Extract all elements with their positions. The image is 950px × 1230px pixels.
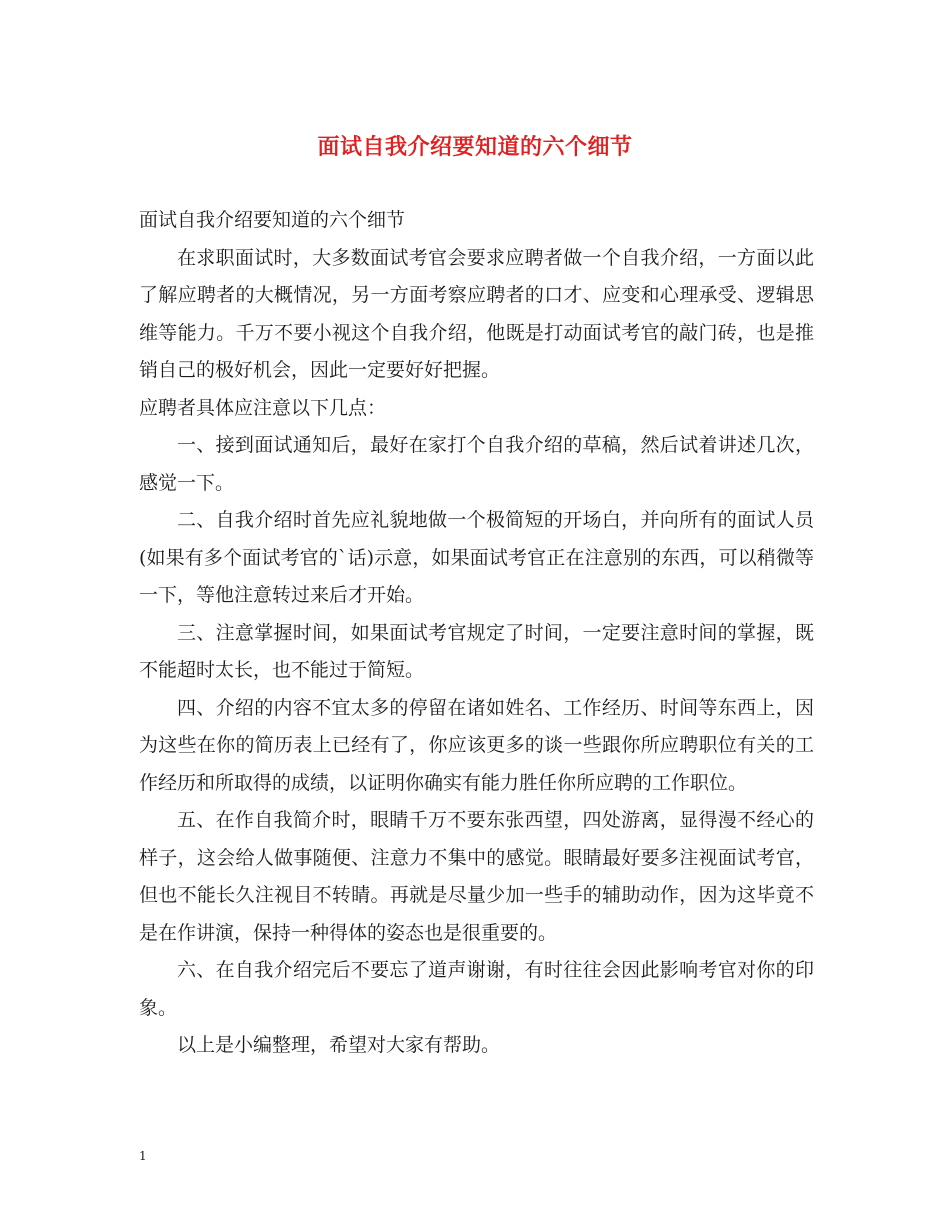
paragraph-intro: 在求职面试时，大多数面试考官会要求应聘者做一个自我介绍，一方面以此了解应聘者的大概情况，另一方面考察应聘者的口才、应变和心理承受、逻辑思维等能力。千万不要小视这个自我介绍，他既是打动面试考官的敲门砖，也是推销自己的极好机会，因此一定要好好把握。	[139, 246, 814, 381]
subtitle-line: 面试自我介绍要知道的六个细节	[139, 209, 406, 231]
paragraph-point-1: 一、接到面试通知后，最好在家打个自我介绍的草稿，然后试着讲述几次，感觉一下。	[139, 434, 814, 494]
paragraph-point-3: 三、注意掌握时间，如果面试考官规定了时间，一定要注意时间的掌握，既不能超时太长，也不能过于简短。	[139, 621, 814, 681]
paragraph-point-6: 六、在自我介绍完后不要忘了道声谢谢，有时往往会因此影响考官对你的印象。	[139, 959, 814, 1019]
paragraph-point-5: 五、在作自我简介时，眼睛千万不要东张西望，四处游离，显得漫不经心的样子，这会给人做事随便、注意力不集中的感觉。眼睛最好要多注视面试考官，但也不能长久注视目不转睛。再就是尽量少加一些手的辅助动作，因为这毕竟不是在作讲演，保持一种得体的姿态也是很重要的。	[139, 809, 814, 944]
paragraph-point-2: 二、自我介绍时首先应礼貌地做一个极简短的开场白，并向所有的面试人员(如果有多个面试考官的`话)示意，如果面试考官正在注意别的东西，可以稍微等一下，等他注意转过来后才开始。	[139, 509, 814, 606]
document-body	[139, 202, 814, 1065]
paragraph-point-4: 四、介绍的内容不宜太多的停留在诸如姓名、工作经历、时间等东西上，因为这些在你的简历表上已经有了，你应该更多的谈一些跟你所应聘职位有关的工作经历和所取得的成绩，以证明你确实有能力胜任你所应聘的工作职位。	[139, 696, 814, 794]
paragraph-closing: 以上是小编整理，希望对大家有帮助。	[177, 1034, 501, 1056]
paragraph-intro-tail: 应聘者具体应注意以下几点：	[139, 396, 387, 419]
page-number: 1	[139, 1149, 147, 1163]
page-title: 面试自我介绍要知道的六个细节	[317, 134, 633, 160]
